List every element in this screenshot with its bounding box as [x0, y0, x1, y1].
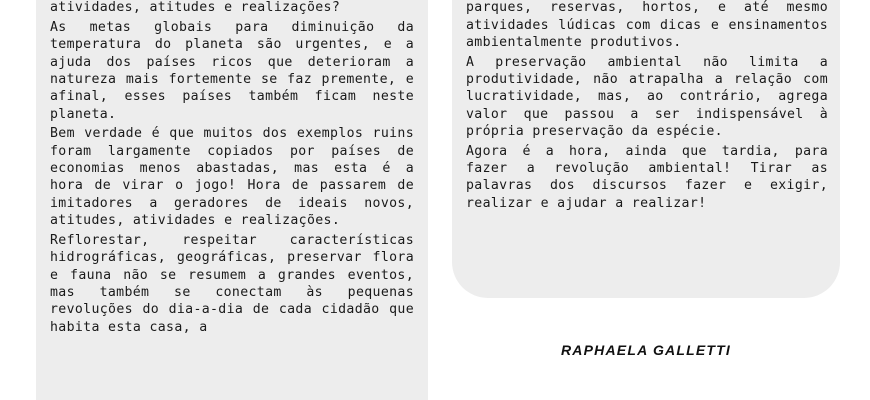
right-column-text: [466, 0, 828, 214]
left-column-text: [50, 0, 414, 338]
left-paragraph-4: Reflorestar, respeitar características hidrográficas, geográficas, preservar flora e fauna não se resumem a grandes eventos, mas também se conectam às pequenas revoluções do dia-a-dia de cada cidadão que habita esta casa, a: [50, 232, 414, 335]
left-paragraph-3: Bem verdade é que muitos dos exemplos ruins foram largamente copiados por países de economias menos abastadas, mas esta é a hora de virar o jogo! Hora de passarem de imitadores a geradores de ideais novos, atitudes, atividades e realizações.: [50, 126, 414, 229]
right-paragraph-3: Agora é a hora, ainda que tardia, para fazer a revolução ambiental! Tirar as palavras dos discursos fazer e exigir, realizar e ajudar a realizar!: [466, 143, 828, 211]
author-signature: RAPHAELA GALLETTI: [561, 342, 731, 358]
right-paragraph-1: parques, reservas, hortos, e até mesmo atividades lúdicas com dicas e ensinamentos ambientalmente produtivos.: [466, 0, 828, 51]
left-paragraph-1: atividades, atitudes e realizações?: [50, 0, 341, 16]
left-paragraph-2: As metas globais para diminuição da temperatura do planeta são urgentes, e a ajuda dos países ricos que deterioram a natureza mais fortemente se faz premente, e afinal, esses países também ficam neste planeta.: [50, 19, 414, 122]
right-paragraph-2: A preservação ambiental não limita a produtividade, não atrapalha a relação com lucratividade, mas, ao contrário, agrega valor que passou a ser indispensável à própria preservação da espécie.: [466, 54, 828, 140]
